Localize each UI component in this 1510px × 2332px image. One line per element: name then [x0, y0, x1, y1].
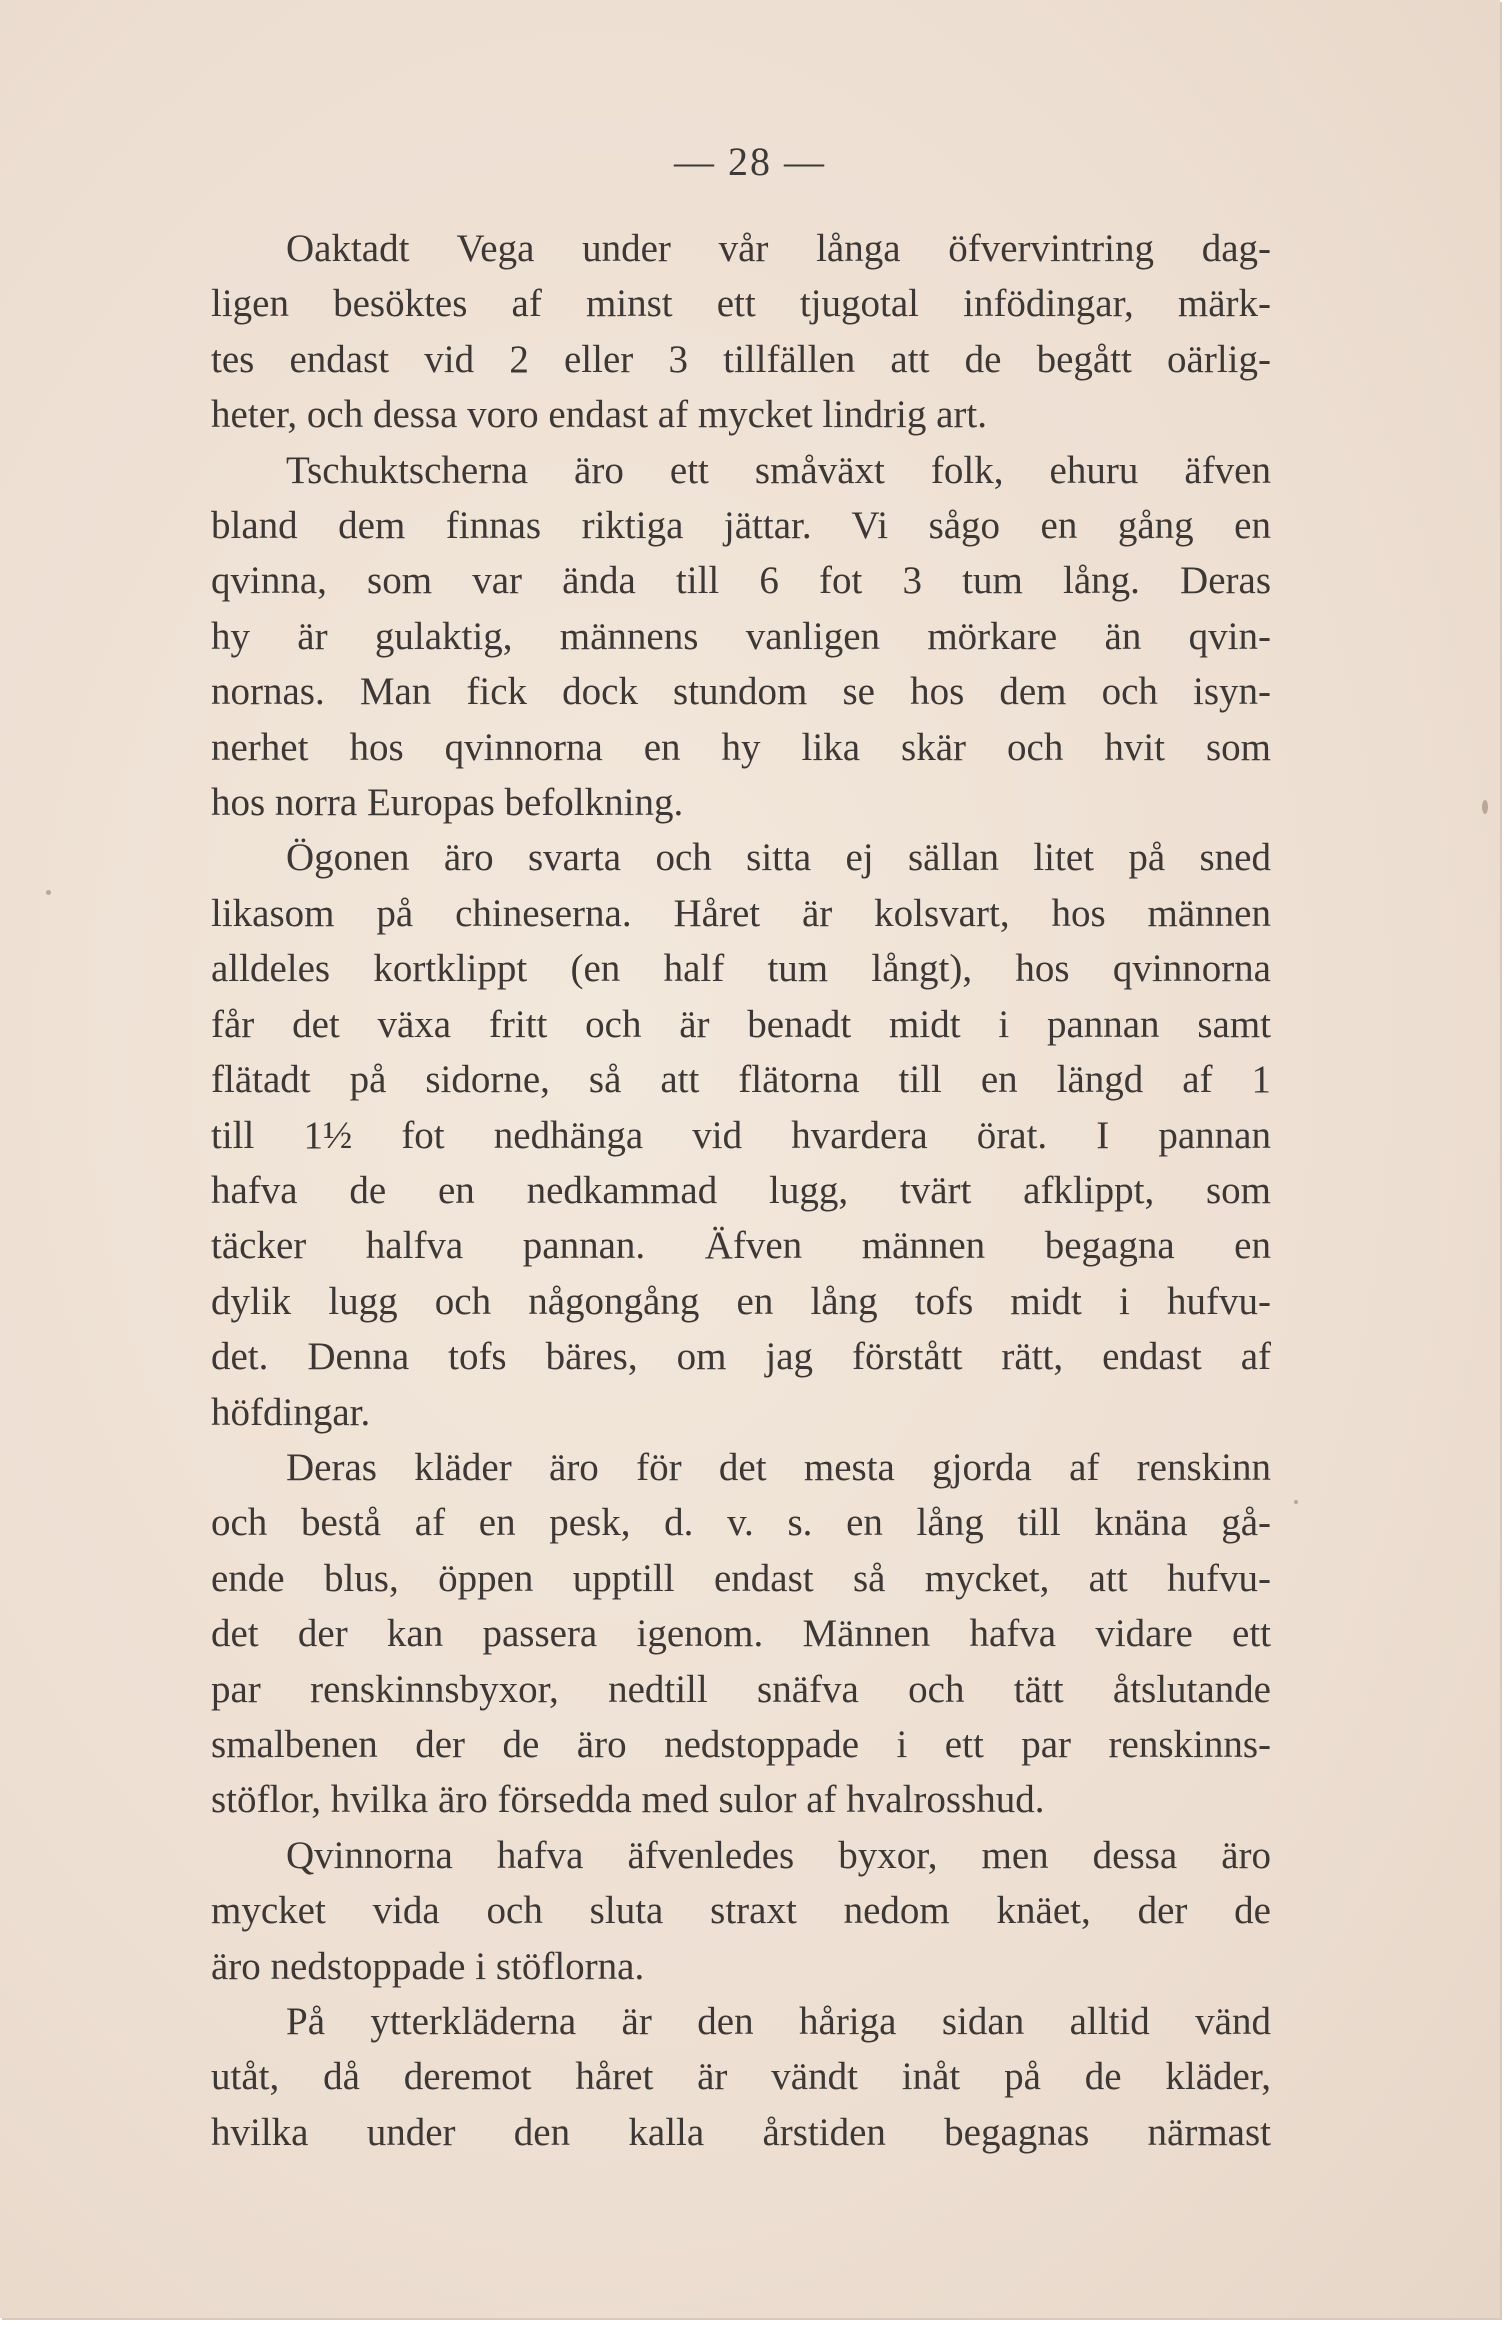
text-line: ligen besöktes af minst ett tjugotal infödingar, märk-: [211, 282, 1271, 326]
text-line: Tschuktscherna äro ett småväxt folk, ehuru äfven: [286, 448, 1271, 492]
body-text: [211, 221, 1271, 2160]
text-line: det. Denna tofs bäres, om jag förstått rätt, endast af: [211, 1335, 1271, 1379]
paper-fleck: [1482, 800, 1488, 814]
text-line: ende blus, öppen upptill endast så mycket, att hufvu-: [211, 1556, 1271, 1600]
text-line: bland dem finnas riktiga jättar. Vi sågo en gång en: [211, 504, 1271, 548]
text-line: till 1½ fot nedhänga vid hvardera örat. I pannan: [211, 1113, 1271, 1157]
text-line: heter, och dessa voro endast af mycket lindrig art.: [211, 393, 988, 437]
text-line: hvilka under den kalla årstiden begagnas närmast: [211, 2110, 1271, 2154]
text-line: höfdingar.: [211, 1390, 371, 1434]
text-line: får det växa fritt och är benadt midt i pannan samt: [211, 1002, 1271, 1046]
text-line: qvinna, som var ända till 6 fot 3 tum lång. Deras: [211, 559, 1271, 603]
text-line: stöflor, hvilka äro försedda med sulor af hvalrosshud.: [211, 1778, 1045, 1822]
page-number: — 28 —: [674, 139, 826, 184]
text-line: mycket vida och sluta straxt nedom knäet, der de: [211, 1889, 1271, 1933]
text-line: likasom på chineserna. Håret är kolsvart, hos männen: [211, 891, 1271, 935]
text-line: Deras kläder äro för det mesta gjorda af renskinn: [286, 1445, 1271, 1489]
text-line: alldeles kortklippt (en half tum långt), hos qvinnorna: [211, 947, 1271, 991]
text-line: det der kan passera igenom. Männen hafva vidare ett: [211, 1612, 1271, 1656]
paper-fleck: [46, 890, 51, 895]
text-line: tes endast vid 2 eller 3 tillfällen att de begått oärlig-: [211, 337, 1271, 381]
text-line: och bestå af en pesk, d. v. s. en lång till knäna gå-: [211, 1501, 1271, 1545]
paper-fleck: [1294, 1500, 1298, 1504]
text-line: par renskinnsbyxor, nedtill snäfva och tätt åtslutande: [211, 1667, 1271, 1711]
text-line: hos norra Europas befolkning.: [211, 781, 684, 825]
text-line: hy är gulaktig, männens vanligen mörkare än qvin-: [211, 614, 1271, 658]
text-line: Oaktadt Vega under vår långa öfvervintring dag-: [286, 227, 1271, 270]
text-line: Qvinnorna hafva äfvenledes byxor, men dessa äro: [286, 1833, 1271, 1877]
text-line: täcker halfva pannan. Äfven männen begagna en: [211, 1224, 1271, 1268]
text-line: På ytterkläderna är den håriga sidan alltid vänd: [286, 2000, 1271, 2043]
text-line: äro nedstoppade i stöflorna.: [211, 1944, 645, 1988]
text-line: hafva de en nedkammad lugg, tvärt afklippt, som: [211, 1168, 1271, 1212]
text-line: dylik lugg och någongång en lång tofs midt i hufvu-: [211, 1279, 1271, 1323]
text-line: nornas. Man fick dock stundom se hos dem och isyn-: [211, 670, 1271, 714]
text-line: Ögonen äro svarta och sitta ej sällan litet på sned: [286, 836, 1271, 880]
text-line: smalbenen der de äro nedstoppade i ett par renskinns-: [211, 1722, 1271, 1766]
text-line: flätadt på sidorne, så att flätorna till en längd af 1: [211, 1058, 1271, 1102]
text-line: nerhet hos qvinnorna en hy lika skär och hvit som: [211, 725, 1271, 769]
text-line: utåt, då deremot håret är vändt inåt på de kläder,: [211, 2055, 1271, 2099]
